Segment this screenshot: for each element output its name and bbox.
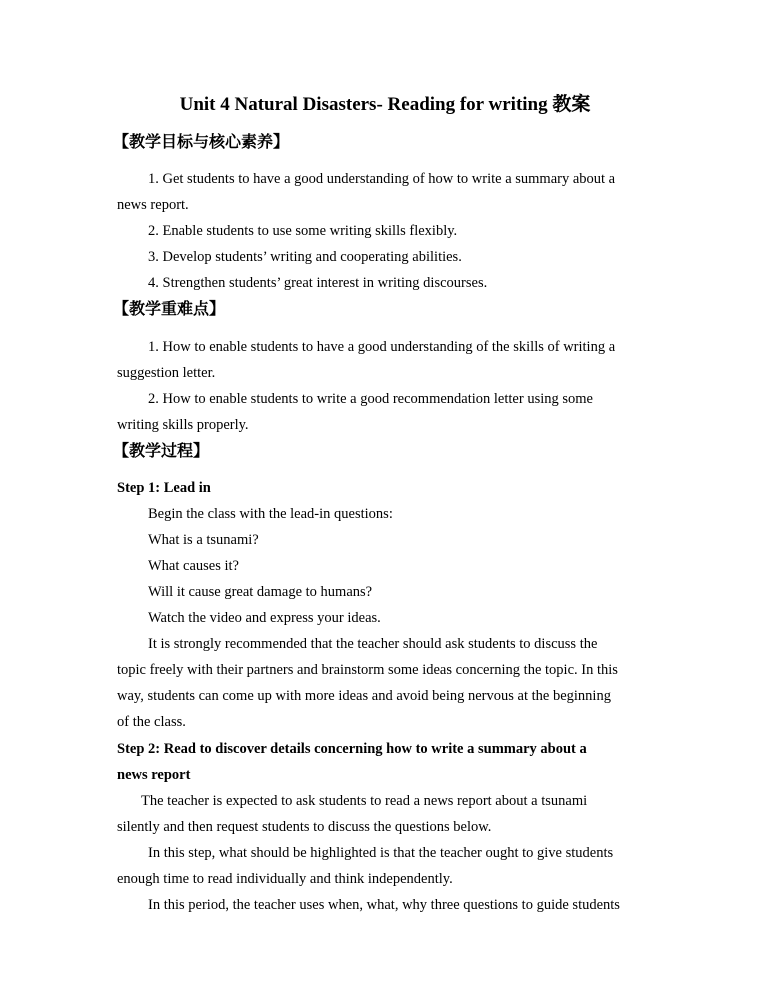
paragraph-line: The teacher is expected to ask students to read a news report about a tsunami (141, 793, 588, 809)
paragraph-line: 3. Develop students’ writing and cooperating abilities. (148, 249, 462, 265)
paragraph-line: suggestion letter. (117, 365, 216, 381)
paragraph-line: 4. Strengthen students’ great interest in writing discourses. (148, 275, 488, 291)
paragraph-line: enough time to read individually and think independently. (117, 871, 453, 887)
paragraph-line: of the class. (117, 714, 186, 730)
section-heading-process: 【教学过程】 (113, 441, 210, 460)
paragraph-line: In this period, the teacher uses when, what, why three questions to guide students (148, 897, 620, 913)
step-heading: Step 1: Lead in (117, 480, 211, 496)
paragraph-line: writing skills properly. (117, 417, 249, 433)
document-title: Unit 4 Natural Disasters- Reading for writing 教案 (179, 94, 591, 115)
paragraph-line: silently and then request students to discuss the questions below. (117, 819, 492, 835)
paragraph-line: topic freely with their partners and brainstorm some ideas concerning the topic. In this (117, 662, 618, 678)
paragraph-line: In this step, what should be highlighted is that the teacher ought to give students (148, 845, 614, 861)
paragraph-line: Will it cause great damage to humans? (148, 584, 373, 600)
paragraph-line: It is strongly recommended that the teacher should ask students to discuss the (148, 636, 598, 652)
paragraph-line: What causes it? (148, 558, 239, 574)
paragraph-line: news report. (117, 197, 189, 213)
paragraph-line: Watch the video and express your ideas. (148, 610, 381, 626)
section-heading-key-points: 【教学重难点】 (113, 299, 226, 318)
paragraph-line: way, students can come up with more ideas and avoid being nervous at the beginning (117, 688, 611, 704)
paragraph-line: 2. Enable students to use some writing skills flexibly. (148, 223, 458, 239)
paragraph-line: What is a tsunami? (148, 532, 259, 548)
step-heading-continued: news report (117, 767, 191, 783)
paragraph-line: 1. How to enable students to have a good understanding of the skills of writing a (148, 339, 616, 355)
paragraph-line: 2. How to enable students to write a good recommendation letter using some (148, 391, 593, 407)
paragraph-line: Begin the class with the lead-in questions: (148, 506, 393, 522)
section-heading-objectives: 【教学目标与核心素养】 (113, 132, 290, 151)
step-heading: Step 2: Read to discover details concerning how to write a summary about a (117, 741, 587, 757)
paragraph-line: 1. Get students to have a good understanding of how to write a summary about a (148, 171, 616, 187)
